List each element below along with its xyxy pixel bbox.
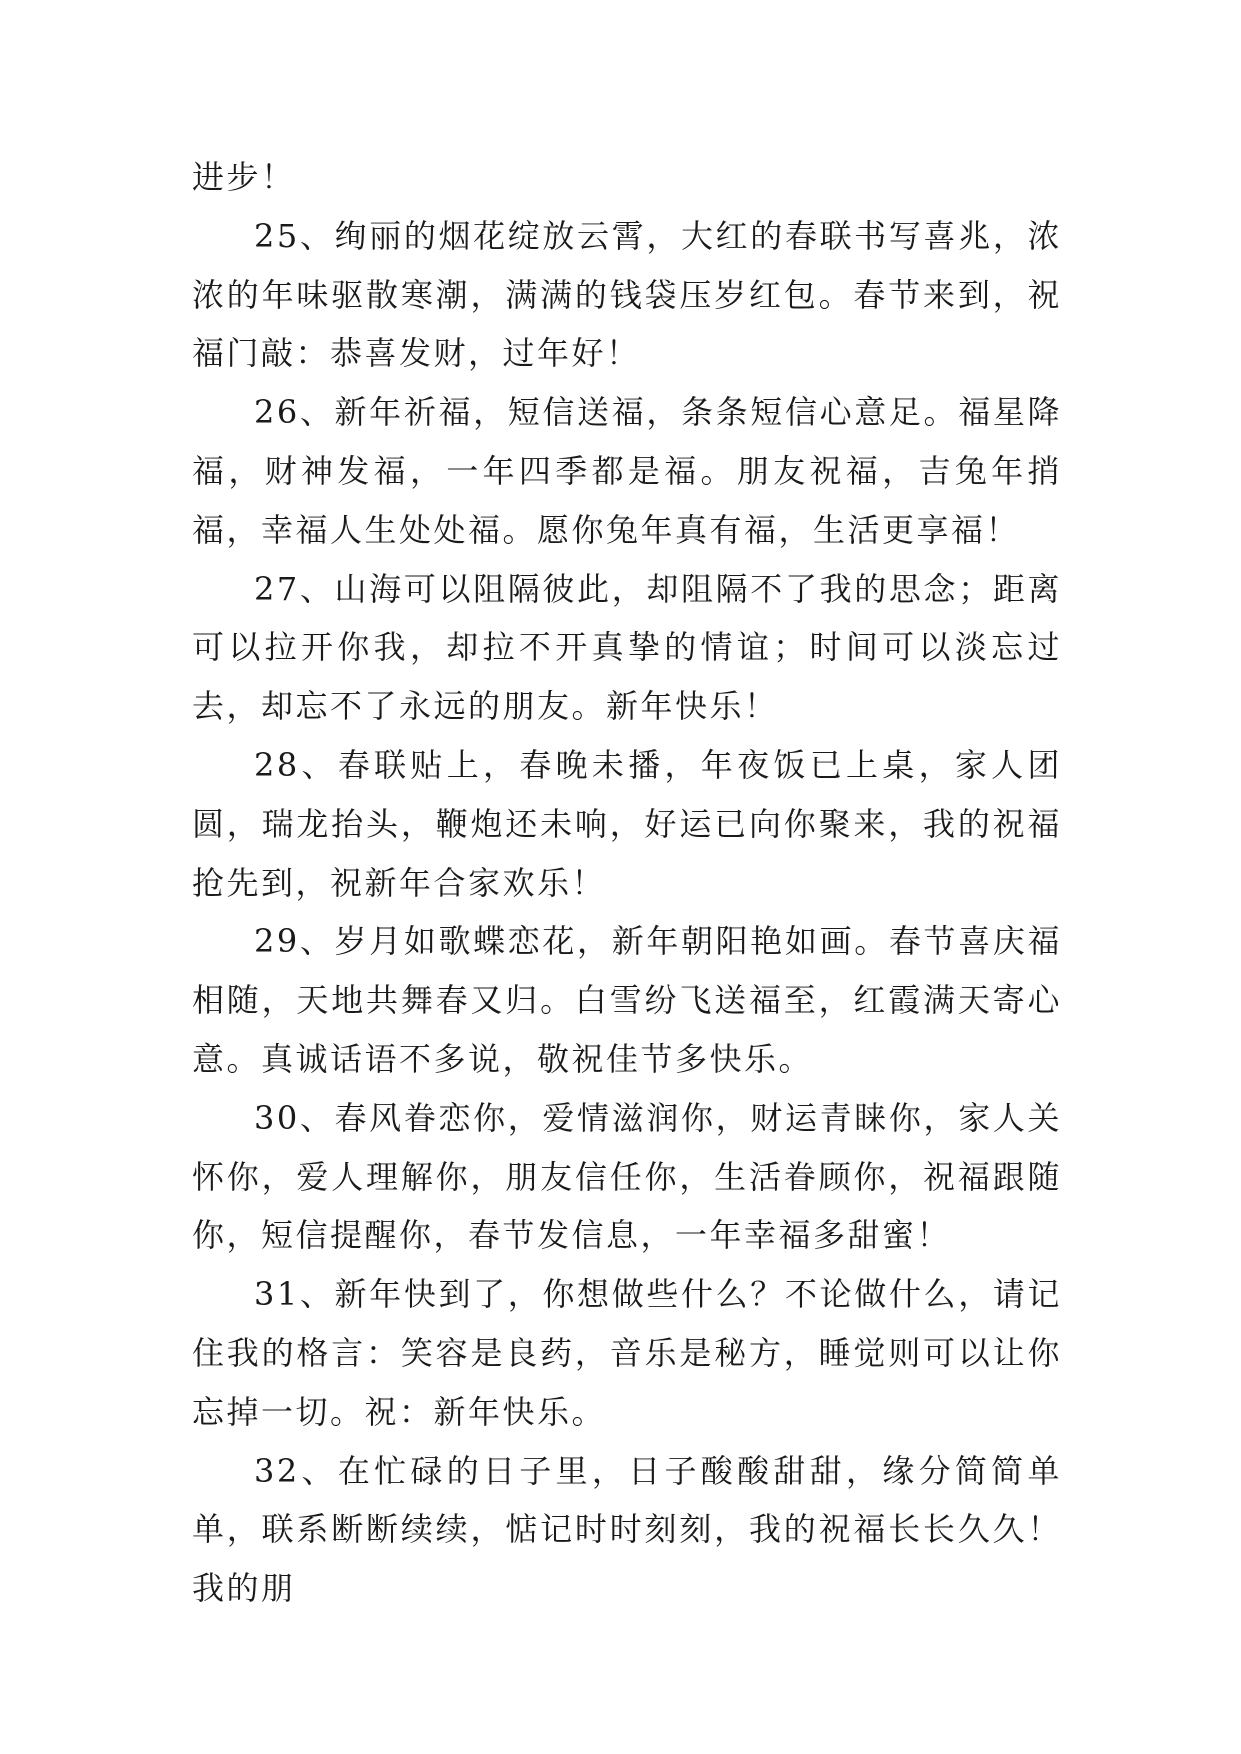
paragraph-continuation: 进步！	[192, 158, 296, 196]
paragraph-26: 26、新年祈福，短信送福，条条短信心意足。福星降福，财神发福，一年四季都是福。朋友祝福，吉兔年捎福，幸福人生处处福。愿你兔年真有福，生活更享福！	[192, 393, 1062, 549]
paragraph-27: 27、山海可以阻隔彼此，却阻隔不了我的思念；距离可以拉开你我，却拉不开真挚的情谊；时间可以淡忘过去，却忘不了永远的朋友。新年快乐！	[192, 569, 1062, 726]
paragraph-30: 30、春风眷恋你，爱情滋润你，财运青睐你，家人关怀你，爱人理解你，朋友信任你，生活眷顾你，祝福跟随你，短信提醒你，春节发信息，一年幸福多甜蜜！	[192, 1098, 1062, 1255]
paragraph-31: 31、新年快到了，你想做些什么？不论做什么，请记住我的格言：笑容是良药，音乐是秘方，睡觉则可以让你忘掉一切。祝：新年快乐。	[192, 1275, 1062, 1431]
paragraph-28: 28、春联贴上，春晚未播，年夜饭已上桌，家人团圆，瑞龙抬头，鞭炮还未响，好运已向你聚来，我的祝福抢先到，祝新年合家欢乐！	[192, 745, 1062, 902]
paragraph-25: 25、绚丽的烟花绽放云霄，大红的春联书写喜兆，浓浓的年味驱散寒潮，满满的钱袋压岁红包。春节来到，祝福门敲：恭喜发财，过年好！	[192, 216, 1062, 373]
document-body	[192, 148, 1062, 1618]
paragraph-29: 29、岁月如歌蝶恋花，新年朝阳艳如画。春节喜庆福相随，天地共舞春又归。白雪纷飞送福至，红霞满天寄心意。真诚话语不多说，敬祝佳节多快乐。	[192, 922, 1062, 1078]
paragraph-32: 32、在忙碌的日子里，日子酸酸甜甜，缘分简简单单，联系断断续续，惦记时时刻刻，我的祝福长长久久！我的朋	[192, 1451, 1062, 1608]
